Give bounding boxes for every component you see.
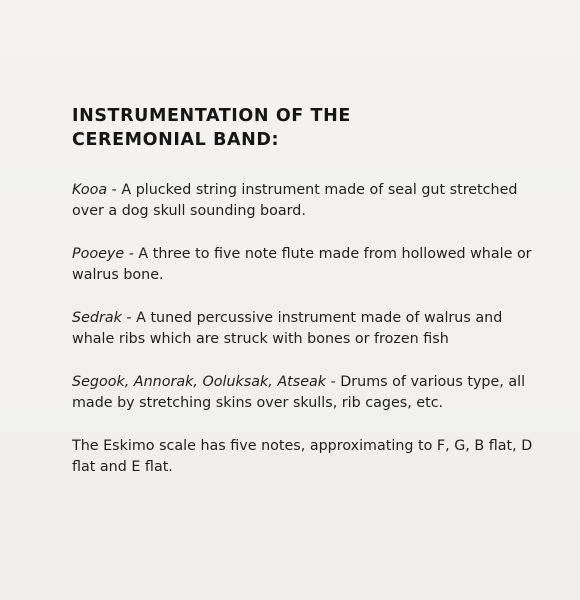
entry-term: Kooa bbox=[72, 182, 108, 198]
entry-description: - A plucked string instrument made of seal gut stretched over a dog skull sounding board. bbox=[72, 182, 518, 219]
entry-kooa bbox=[72, 180, 542, 222]
scale-note: The Eskimo scale has five notes, approximating to F, G, B flat, D flat and E flat. bbox=[72, 438, 533, 475]
entry-term: Sedrak bbox=[72, 310, 122, 326]
entry-term: Segook, Annorak, Ooluksak, Atseak bbox=[72, 374, 327, 390]
entry-drums bbox=[72, 372, 542, 414]
entry-sedrak bbox=[72, 308, 542, 350]
title-line-2: CEREMONIAL BAND: bbox=[72, 130, 280, 150]
entry-pooeye bbox=[72, 244, 542, 286]
entry-description: - A three to five note flute made from hollowed whale or walrus bone. bbox=[72, 246, 532, 283]
title-line-1: INSTRUMENTATION OF THE bbox=[72, 106, 351, 126]
entry-description: - Drums of various type, all made by stretching skins over skulls, rib cages, etc. bbox=[72, 374, 526, 411]
page-content bbox=[72, 104, 542, 500]
entry-description: - A tuned percussive instrument made of walrus and whale ribs which are struck with bones or frozen fish bbox=[72, 310, 503, 347]
entry-term: Pooeye bbox=[72, 246, 125, 262]
page-title bbox=[72, 104, 542, 152]
